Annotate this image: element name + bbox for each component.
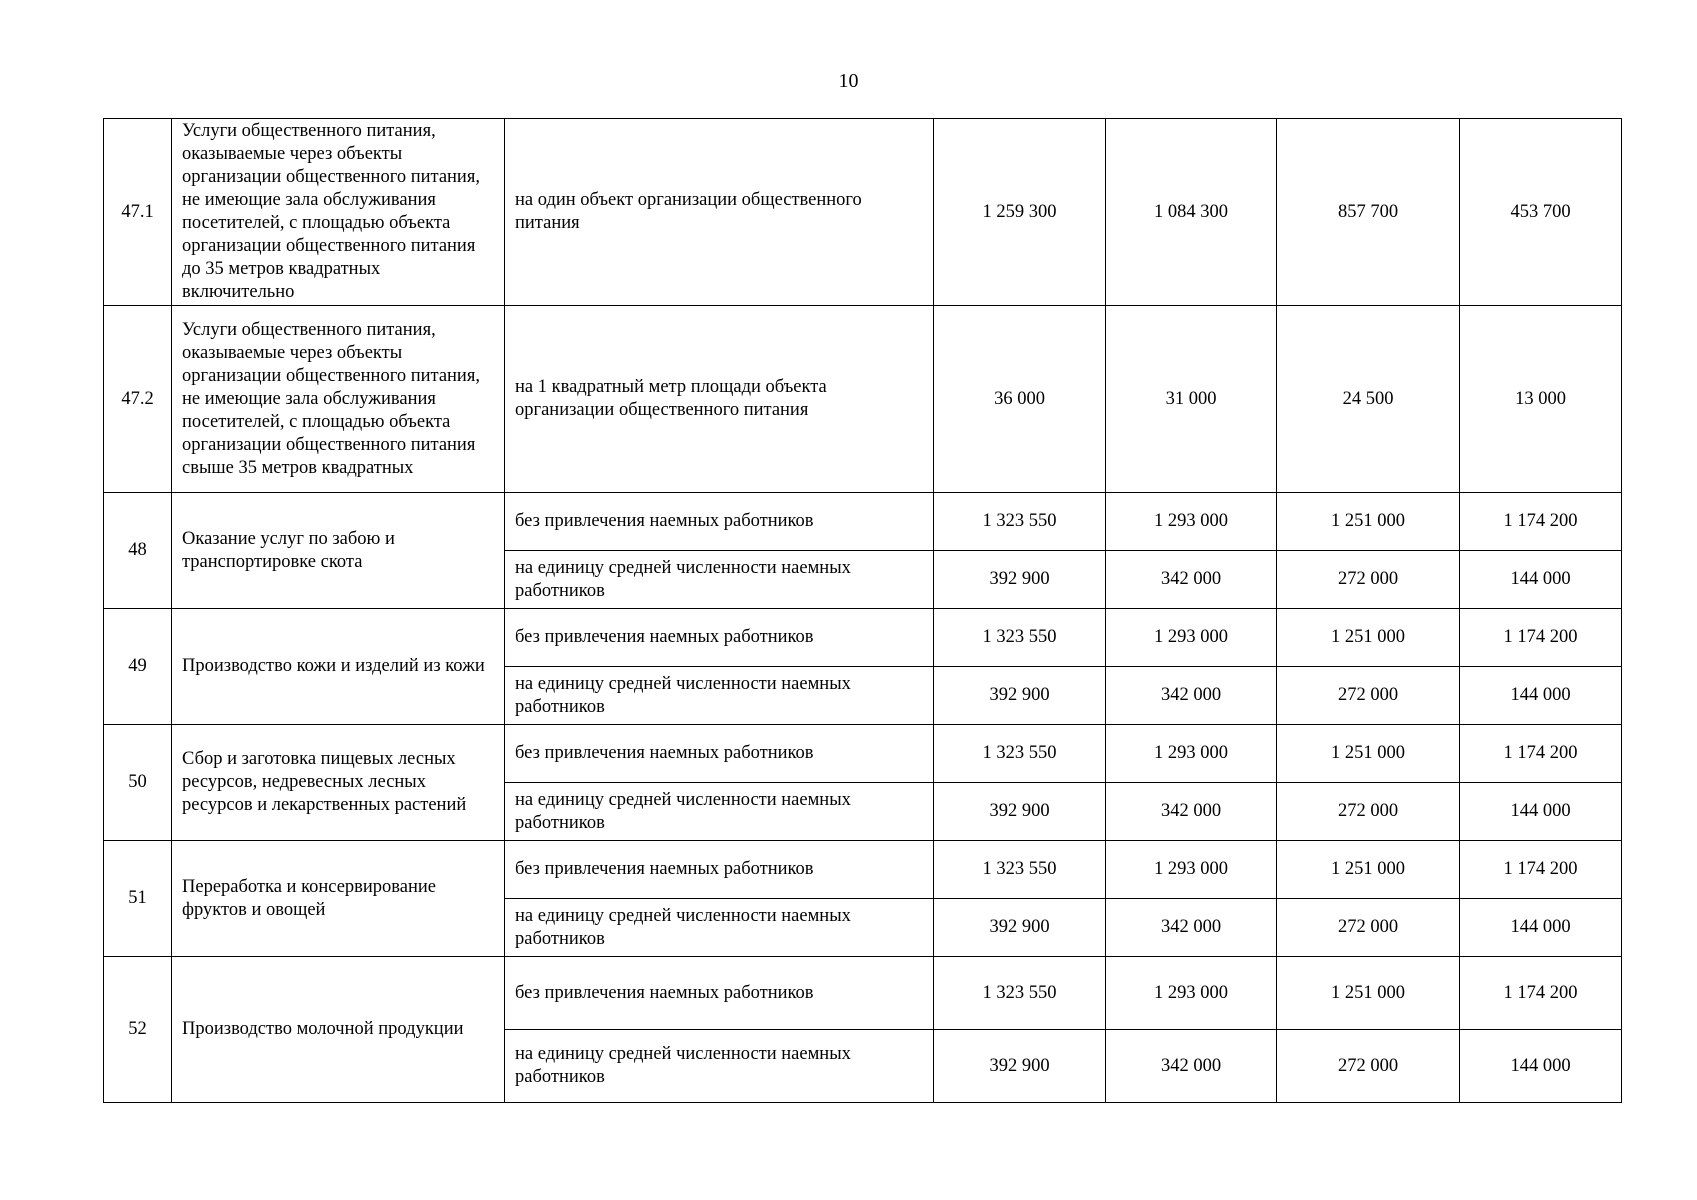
value-cell: 1 174 200 [1460, 609, 1622, 667]
unit-description: на 1 квадратный метр площади объекта организации общественного питания [505, 306, 934, 493]
row-number: 47.1 [104, 119, 172, 306]
unit-description: без привлечения наемных работников [505, 725, 934, 783]
table-row [104, 306, 1622, 493]
row-number: 50 [104, 725, 172, 841]
table-row [104, 119, 1622, 306]
value-cell: 342 000 [1106, 551, 1277, 609]
value-cell: 1 251 000 [1277, 609, 1460, 667]
value-cell: 31 000 [1106, 306, 1277, 493]
value-cell: 342 000 [1106, 1030, 1277, 1103]
value-cell: 1 174 200 [1460, 493, 1622, 551]
unit-description: без привлечения наемных работников [505, 493, 934, 551]
activity-name: Оказание услуг по забою и транспортировке скота [172, 493, 505, 609]
value-cell: 392 900 [934, 551, 1106, 609]
value-cell: 1 174 200 [1460, 725, 1622, 783]
value-cell: 1 323 550 [934, 841, 1106, 899]
value-cell: 392 900 [934, 899, 1106, 957]
value-cell: 1 293 000 [1106, 609, 1277, 667]
value-cell: 272 000 [1277, 667, 1460, 725]
value-cell: 144 000 [1460, 667, 1622, 725]
value-cell: 342 000 [1106, 667, 1277, 725]
activity-name: Сбор и заготовка пищевых лесных ресурсов, недревесных лесных ресурсов и лекарственных растений [172, 725, 505, 841]
value-cell: 144 000 [1460, 1030, 1622, 1103]
row-number: 51 [104, 841, 172, 957]
unit-description: на единицу средней численности наемных работников [505, 899, 934, 957]
value-cell: 392 900 [934, 667, 1106, 725]
value-cell: 1 293 000 [1106, 493, 1277, 551]
value-cell: 857 700 [1277, 119, 1460, 306]
unit-description: без привлечения наемных работников [505, 957, 934, 1030]
value-cell: 1 323 550 [934, 609, 1106, 667]
unit-description: без привлечения наемных работников [505, 609, 934, 667]
value-cell: 453 700 [1460, 119, 1622, 306]
unit-description: на единицу средней численности наемных работников [505, 783, 934, 841]
value-cell: 342 000 [1106, 899, 1277, 957]
table-row [104, 493, 1622, 551]
page-number: 10 [838, 70, 859, 92]
value-cell: 36 000 [934, 306, 1106, 493]
value-cell: 1 293 000 [1106, 841, 1277, 899]
value-cell: 342 000 [1106, 783, 1277, 841]
activity-name: Услуги общественного питания, оказываемые через объекты организации общественного питания, не имеющие зала обслуживания посетителей, с площадью объекта организации общественного питания до 35 метров квадратных включительно [172, 119, 505, 306]
value-cell: 1 293 000 [1106, 957, 1277, 1030]
value-cell: 144 000 [1460, 551, 1622, 609]
unit-description: без привлечения наемных работников [505, 841, 934, 899]
table-row [104, 841, 1622, 899]
unit-description: на единицу средней численности наемных работников [505, 667, 934, 725]
value-cell: 392 900 [934, 783, 1106, 841]
row-number: 47.2 [104, 306, 172, 493]
value-cell: 272 000 [1277, 1030, 1460, 1103]
value-cell: 24 500 [1277, 306, 1460, 493]
activity-name: Переработка и консервирование фруктов и овощей [172, 841, 505, 957]
value-cell: 1 251 000 [1277, 957, 1460, 1030]
value-cell: 1 251 000 [1277, 493, 1460, 551]
row-number: 52 [104, 957, 172, 1103]
value-cell: 1 174 200 [1460, 841, 1622, 899]
activity-name: Производство кожи и изделий из кожи [172, 609, 505, 725]
table-row [104, 957, 1622, 1030]
unit-description: на один объект организации общественного питания [505, 119, 934, 306]
value-cell: 272 000 [1277, 899, 1460, 957]
value-cell: 272 000 [1277, 783, 1460, 841]
unit-description: на единицу средней численности наемных работников [505, 551, 934, 609]
value-cell: 272 000 [1277, 551, 1460, 609]
value-cell: 1 323 550 [934, 957, 1106, 1030]
value-cell: 1 084 300 [1106, 119, 1277, 306]
value-cell: 392 900 [934, 1030, 1106, 1103]
table-row [104, 609, 1622, 667]
value-cell: 144 000 [1460, 783, 1622, 841]
value-cell: 1 323 550 [934, 493, 1106, 551]
table-row [104, 725, 1622, 783]
value-cell: 1 293 000 [1106, 725, 1277, 783]
activity-name: Услуги общественного питания, оказываемые через объекты организации общественного питания, не имеющие зала обслуживания посетителей, с площадью объекта организации общественного питания свыше 35 метров квадратных [172, 306, 505, 493]
value-cell: 1 174 200 [1460, 957, 1622, 1030]
activity-name: Производство молочной продукции [172, 957, 505, 1103]
row-number: 48 [104, 493, 172, 609]
tax-rates-table [103, 118, 1622, 1103]
value-cell: 1 323 550 [934, 725, 1106, 783]
value-cell: 1 251 000 [1277, 841, 1460, 899]
value-cell: 1 251 000 [1277, 725, 1460, 783]
row-number: 49 [104, 609, 172, 725]
value-cell: 1 259 300 [934, 119, 1106, 306]
value-cell: 144 000 [1460, 899, 1622, 957]
unit-description: на единицу средней численности наемных работников [505, 1030, 934, 1103]
value-cell: 13 000 [1460, 306, 1622, 493]
